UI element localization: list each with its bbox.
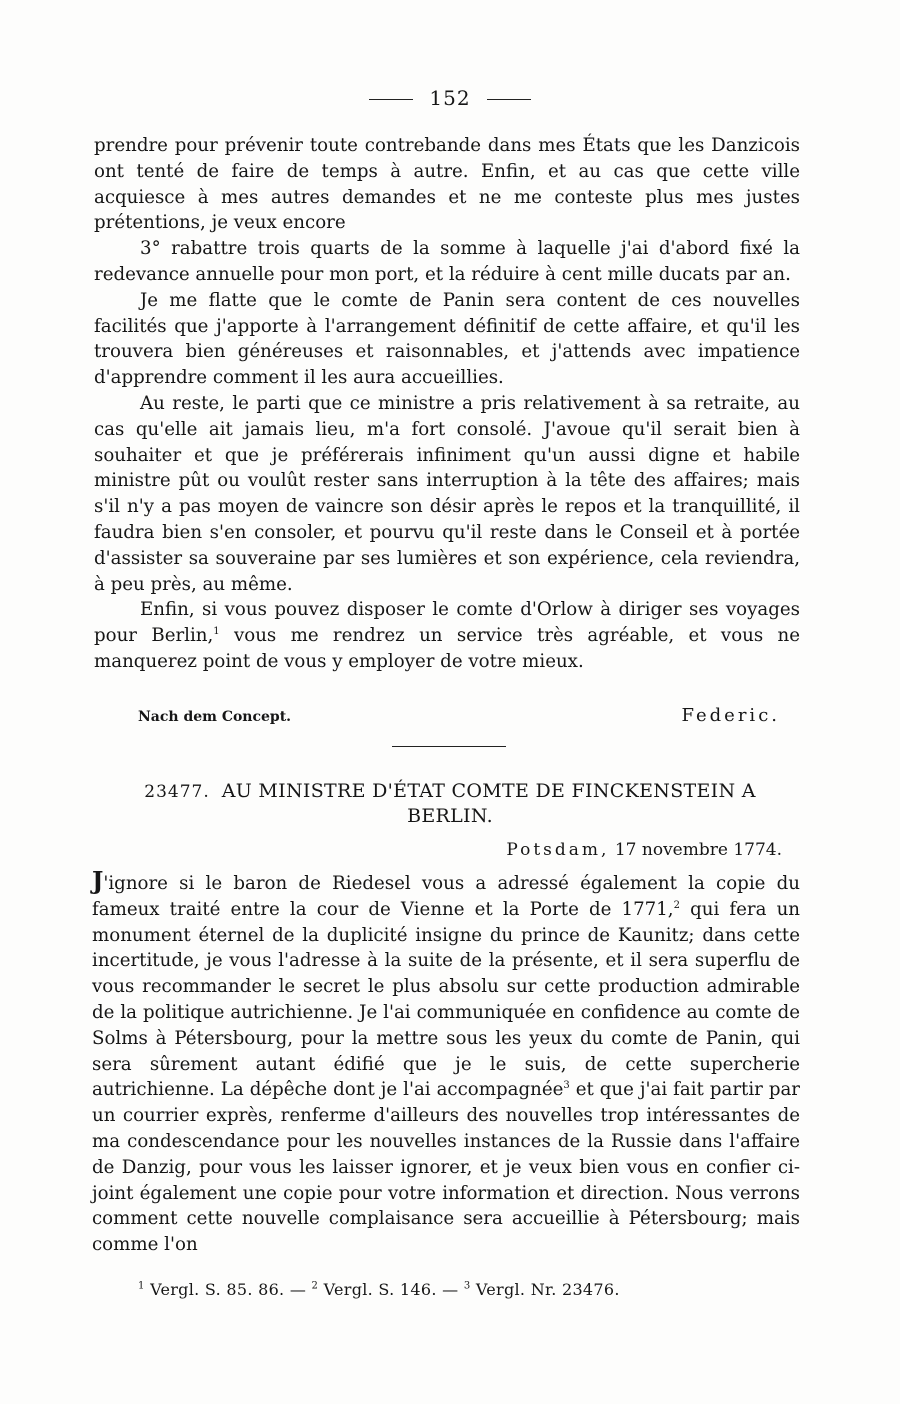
section-divider [392,746,506,747]
footnote-text: Vergl. S. 146. [323,1280,437,1299]
footnote-ref: 2 [673,899,680,911]
letter-continuation [94,133,800,675]
paragraph-text: 'ignore si le baron de Riedesel vous a adressé également la copie du fameux traité entre la cour de Vienne et la Porte de 1771, [92,873,800,920]
letter-heading [112,779,788,828]
source-note: Nach dem Concept. [138,709,292,725]
letter-title: AU MINISTRE D'ÉTAT COMTE DE FINCKENSTEIN A BERLIN. [221,780,756,827]
footnote-separator: — [442,1280,459,1299]
paragraph: prendre pour prévenir toute contrebande dans mes États que les Danzicois ont tenté de faire de temps à autre. Enfin, et au cas que cette ville acquiesce à mes autres demandes et ne me conteste plus mes justes prétentions, je veux encore [94,135,800,234]
paragraph-text: qui fera un monument éternel de la duplicité insigne du prince de Kaunitz; dans cette incertitude, je vous l'adresse à la suite de la présente, et il sera superflu de vous recommander le secret le plus absolu sur cette production admirable de la politique autrichienne. Je l'ai communiquée en confidence au comte de Solms à Pétersbourg, pour la mettre sous les yeux du comte de Panin, qui sera sûrement autant édifié que je le suis, de cette supercherie autrichienne. La dépêche dont je l'ai accompagnée [92,898,800,1101]
dateline [506,840,782,860]
header-dash-right [487,99,531,100]
paragraph: 3° rabattre trois quarts de la somme à laquelle j'ai d'abord fixé la redevance annuelle pour mon port, et la réduire à cent mille ducats par an. [94,238,800,285]
footnote-mark: 2 [311,1280,319,1292]
page-number: 152 [429,86,471,110]
paragraph [94,597,800,674]
header-dash-left [369,99,413,100]
paragraph-text: et que j'ai fait partir par un courrier exprès, renferme d'ailleurs des nouvelles trop intéressantes de ma condescendance pour les nouvelles instances de la Russie dans l'affaire de Danzig, pour vous les laisser ignorer, et je veux bien vous en confier ci-joint également une copie pour votre information et direction. Nous verrons comment cette nouvelle complaisance sera accueillie à Pétersbourg; mais comme l'on [92,1079,800,1256]
paragraph-text: vous me rendrez un service très agréable, et vous ne manquerez point de vous y employer de votre mieux. [94,625,800,672]
paragraph: Au reste, le parti que ce ministre a pris relativement à sa retraite, au cas qu'elle ait jamais lieu, m'a fort consolé. J'avoue qu'il serait bien à souhaiter et que je préférerais infiniment qu'un aussi digne et habile ministre pût ou voulût rester sans interruption à la tête des affaires; mais s'il n'y a pas moyen de vaincre son désir après le repos et la tranquillité, il faudra bien s'en consoler, et pourvu qu'il reste dans le Conseil et à portée d'assister sa souveraine par ses lumières et son expérience, cela reviendra, à peu près, au même. [94,392,800,595]
footnote-text: Vergl. Nr. 23476. [475,1280,620,1299]
paragraph [92,868,800,1258]
place: Potsdam, [506,840,610,860]
letter-body [92,868,800,1258]
footnotes [138,1280,778,1299]
date: 17 novembre 1774. [614,840,782,860]
footnote-mark: 1 [138,1280,145,1292]
footnote-separator: — [289,1280,307,1299]
letter-number: 23477. [144,782,210,802]
closing-row [138,705,780,726]
paragraph-text: Enfin, si vous pouvez disposer le comte d'Orlow à diriger ses voyages pour Berlin, [94,599,800,647]
page-header [0,86,900,110]
footnote-text: Vergl. S. 85. 86. [150,1280,285,1299]
footnote-mark: 3 [463,1280,471,1292]
signature: Federic. [681,705,780,726]
drop-cap: J [92,866,104,895]
paragraph: Je me flatte que le comte de Panin sera content de ces nouvelles facilités que j'apporte à l'arrangement définitif de cette affaire, et qu'il les trouvera bien généreuses et raisonnables, et j'attends avec impatience d'apprendre comment il les aura accueillies. [94,289,800,389]
footnote-ref: 3 [563,1080,570,1092]
footnote-ref: 1 [213,626,220,638]
